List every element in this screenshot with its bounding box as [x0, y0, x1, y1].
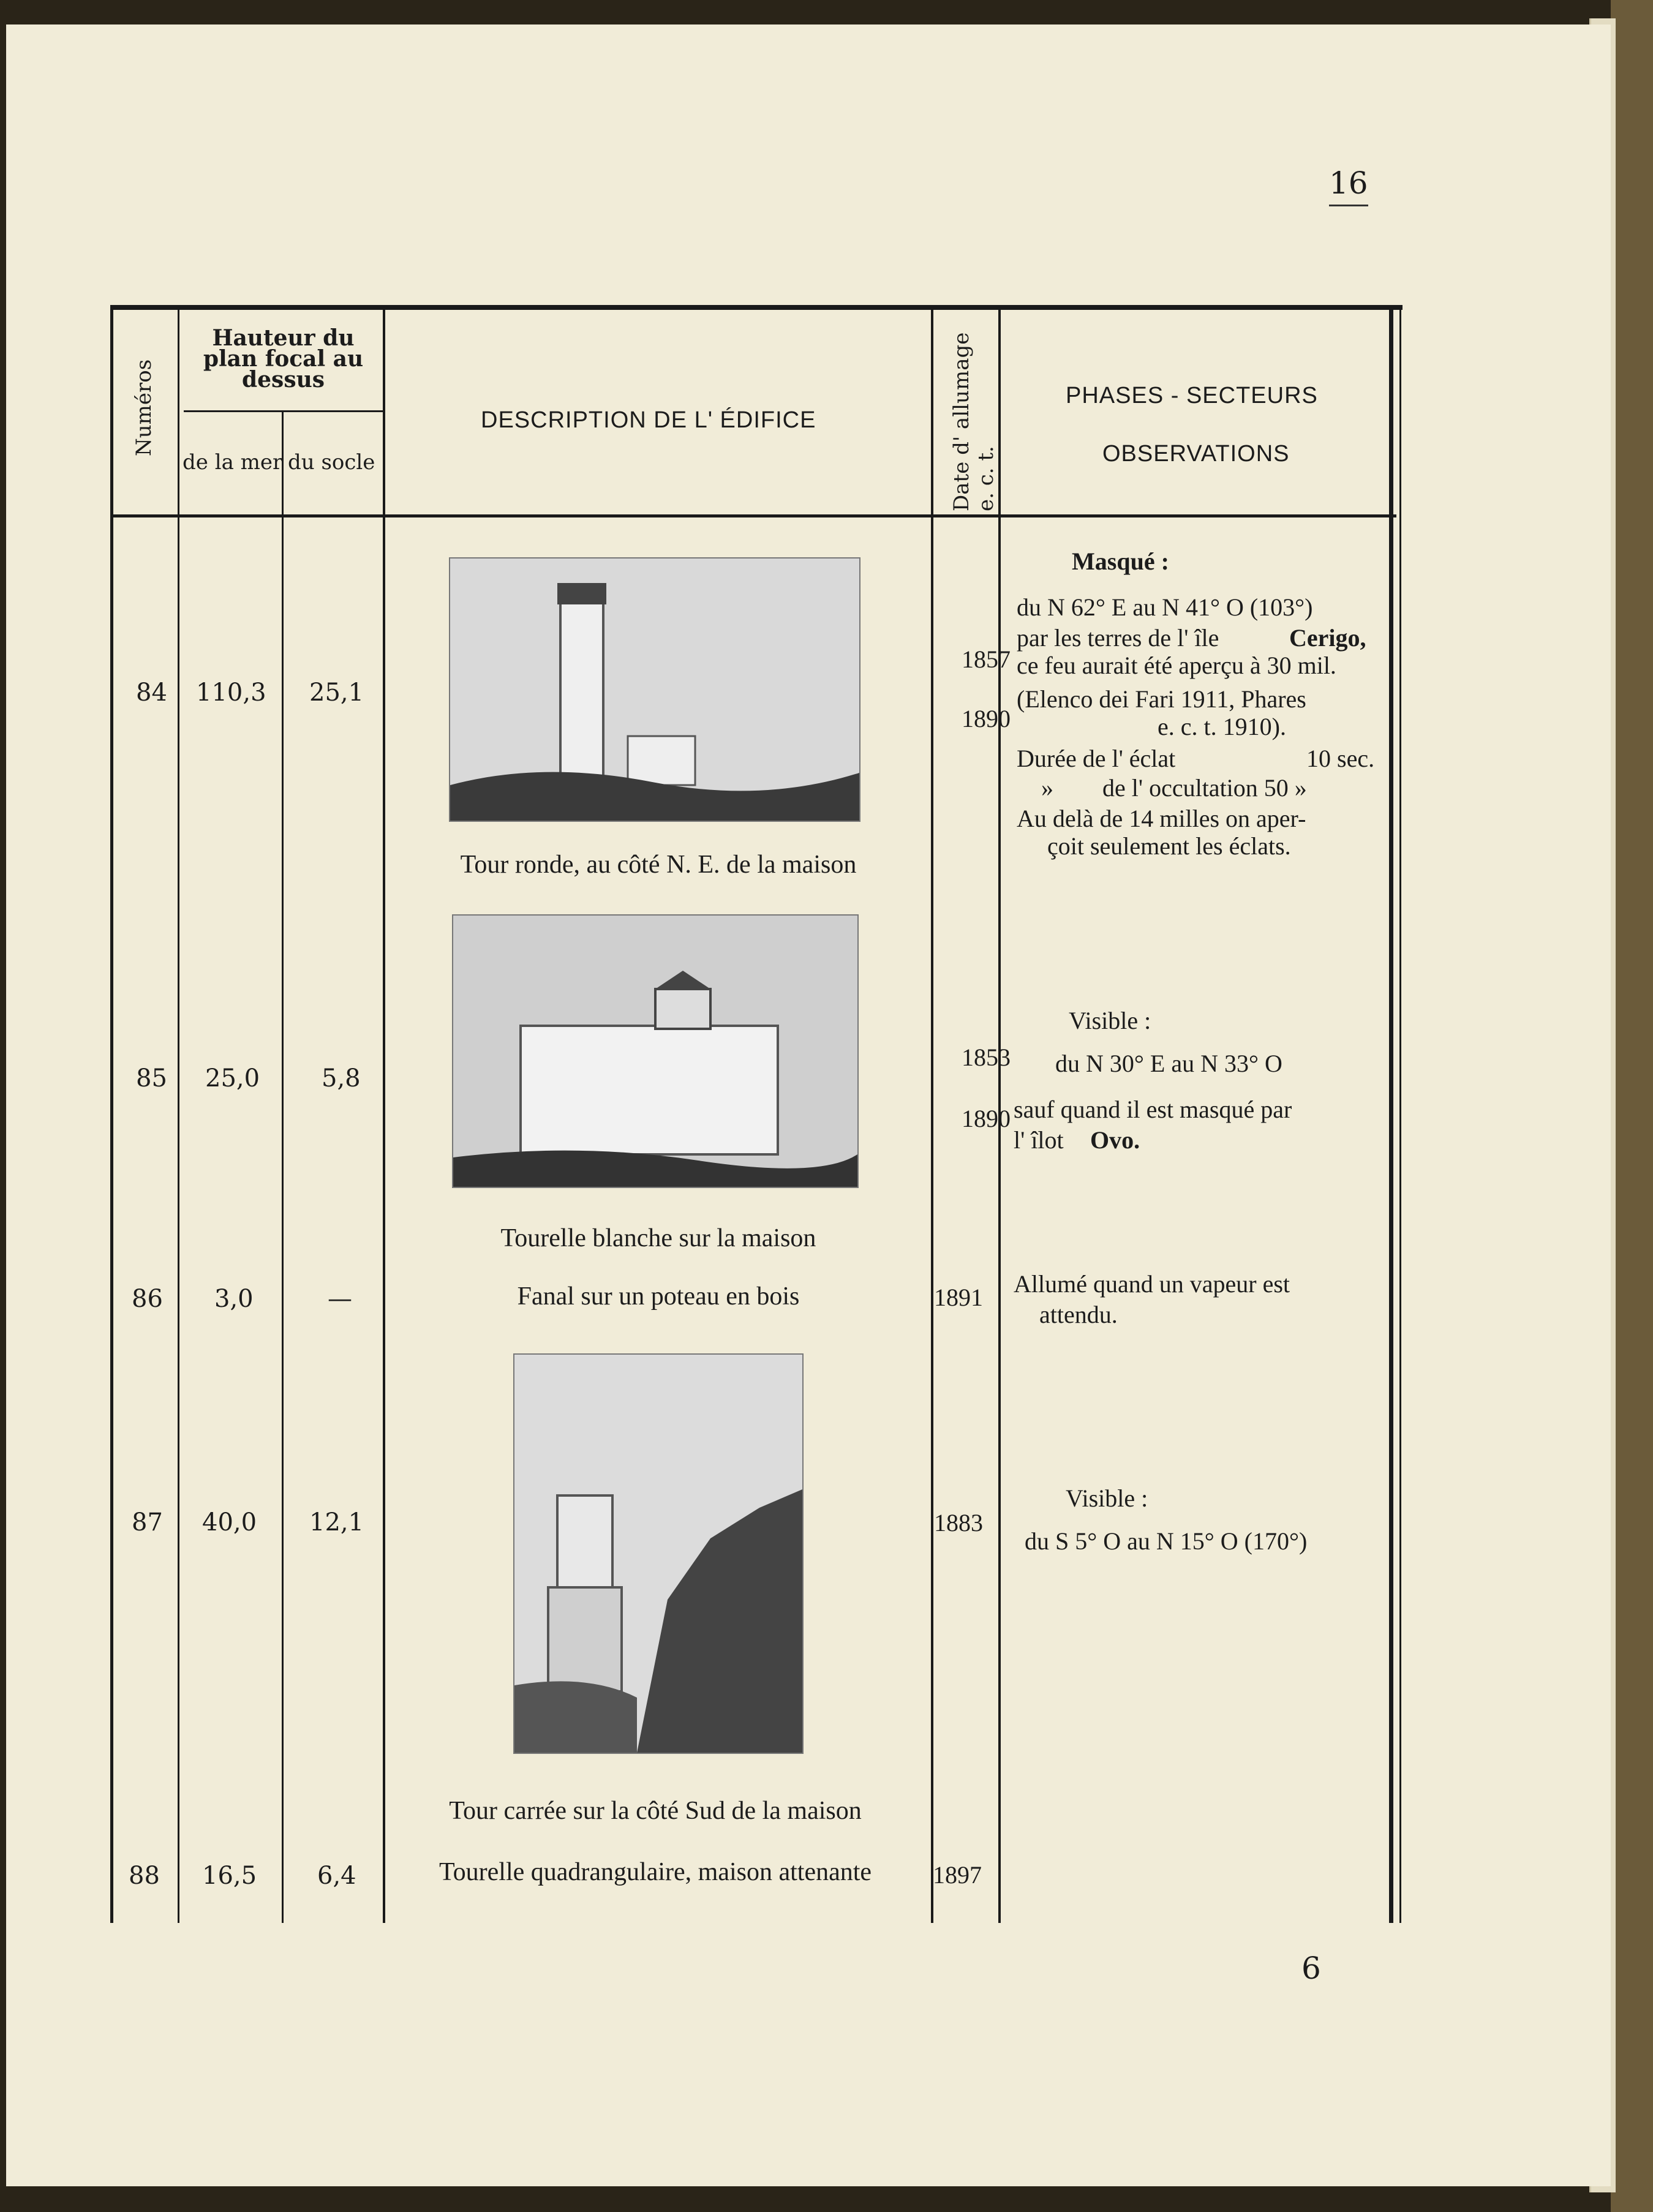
row-84-date-1: 1857 [962, 645, 1011, 673]
row-84-obs-line-9: çoit seulement les éclats. [1047, 832, 1291, 860]
table-left-border [110, 306, 113, 1923]
row-84-obs-line-6: Durée de l' éclat [1017, 745, 1176, 772]
row-87-description: Tour carrée sur la côté Sud de la maison [449, 1797, 862, 1825]
row-88-num: 88 [129, 1862, 160, 1890]
photo-square-tower [513, 1353, 804, 1754]
row-84-obs-line-1: du N 62° E au N 41° O (103°) [1017, 593, 1313, 621]
row-84-mer: 110,3 [196, 679, 266, 707]
row-84-socle: 25,1 [309, 679, 364, 707]
row-87-num: 87 [132, 1508, 163, 1537]
row-87-socle: 12,1 [309, 1508, 364, 1537]
row-87-obs-title: Visible : [1066, 1484, 1148, 1512]
header-de-la-mer: de la mer [183, 450, 283, 475]
row-88-description: Tourelle quadrangulaire, maison attenante [439, 1858, 872, 1886]
table-top-border [110, 305, 1403, 310]
header-du-socle: du socle [288, 450, 375, 475]
row-84-obs-line-6b: 10 sec. [1306, 745, 1375, 772]
header-date: Date d' allumage e. c. t. [949, 332, 998, 511]
row-87-date-1: 1883 [934, 1509, 983, 1537]
row-85-date-1: 1853 [962, 1044, 1011, 1071]
row-85-obs-line-2: sauf quand il est masqué par [1014, 1096, 1292, 1123]
row-87-mer: 40,0 [202, 1508, 257, 1537]
row-84-obs-line-3: ce feu aurait été aperçu à 30 mil. [1017, 652, 1336, 679]
row-84-obs-line-8: Au delà de 14 milles on aper- [1017, 805, 1306, 832]
row-85-num: 85 [136, 1064, 167, 1093]
row-84-obs-title: Masqué : [1072, 547, 1169, 575]
row-84-num: 84 [136, 679, 167, 707]
row-84-obs-line-5: e. c. t. 1910). [1158, 713, 1286, 740]
col-divider-4 [931, 306, 933, 1923]
row-85-mer: 25,0 [205, 1064, 260, 1093]
page-number-top: 16 [1329, 165, 1368, 206]
row-86-socle: — [328, 1285, 352, 1313]
row-85-description: Tourelle blanche sur la maison [500, 1224, 816, 1252]
header-observations: OBSERVATIONS [1102, 441, 1290, 467]
row-84-obs-line-2: par les terres de l' île [1017, 624, 1219, 652]
row-88-socle: 6,4 [317, 1862, 356, 1890]
row-88-mer: 16,5 [202, 1862, 257, 1890]
page-number-bottom: 6 [1301, 1951, 1321, 1986]
col-divider-3 [383, 306, 385, 1923]
header-description: DESCRIPTION DE L' ÉDIFICE [481, 407, 816, 433]
row-86-num: 86 [132, 1285, 163, 1313]
header-numeros: Numéros [132, 359, 156, 456]
header-phases: PHASES - SECTEURS [1066, 383, 1318, 408]
row-85-date-2: 1890 [962, 1105, 1011, 1132]
row-88-date-1: 1897 [933, 1861, 982, 1889]
header-hauteur: Hauteur du plan focal au dessus [203, 325, 364, 393]
row-84-obs-cerigo: Cerigo, [1289, 624, 1366, 652]
table-right-border-inner [1399, 306, 1401, 1923]
row-85-obs-line-3: l' îlot [1014, 1126, 1064, 1154]
book-spine [1611, 0, 1653, 2212]
row-86-obs-line-1: Allumé quand un vapeur est [1014, 1270, 1290, 1298]
row-85-obs-title: Visible : [1069, 1007, 1151, 1034]
row-85-socle: 5,8 [322, 1064, 361, 1093]
table-right-border [1389, 306, 1393, 1923]
photo-round-tower [449, 557, 860, 822]
col-divider-2 [282, 410, 284, 1923]
col-divider-1 [178, 306, 179, 1923]
row-87-obs-line-1: du S 5° O au N 15° O (170°) [1025, 1527, 1308, 1555]
row-84-date-2: 1890 [962, 705, 1011, 732]
row-84-obs-line-7a: » [1041, 774, 1053, 802]
photo-house-turret [452, 914, 859, 1188]
row-86-mer: 3,0 [214, 1285, 254, 1313]
row-84-description: Tour ronde, au côté N. E. de la maison [460, 851, 857, 879]
row-85-obs-ovo: Ovo. [1090, 1126, 1140, 1154]
row-84-obs-line-7: de l' occultation 50 » [1102, 774, 1307, 802]
header-bottom-border [110, 514, 1396, 517]
row-86-obs-line-2: attendu. [1039, 1301, 1118, 1328]
row-84-obs-line-4: (Elenco dei Fari 1911, Phares [1017, 685, 1306, 713]
row-86-date-1: 1891 [934, 1284, 983, 1311]
row-85-obs-line-1: du N 30° E au N 33° O [1055, 1050, 1282, 1077]
row-86-description: Fanal sur un poteau en bois [517, 1282, 800, 1311]
